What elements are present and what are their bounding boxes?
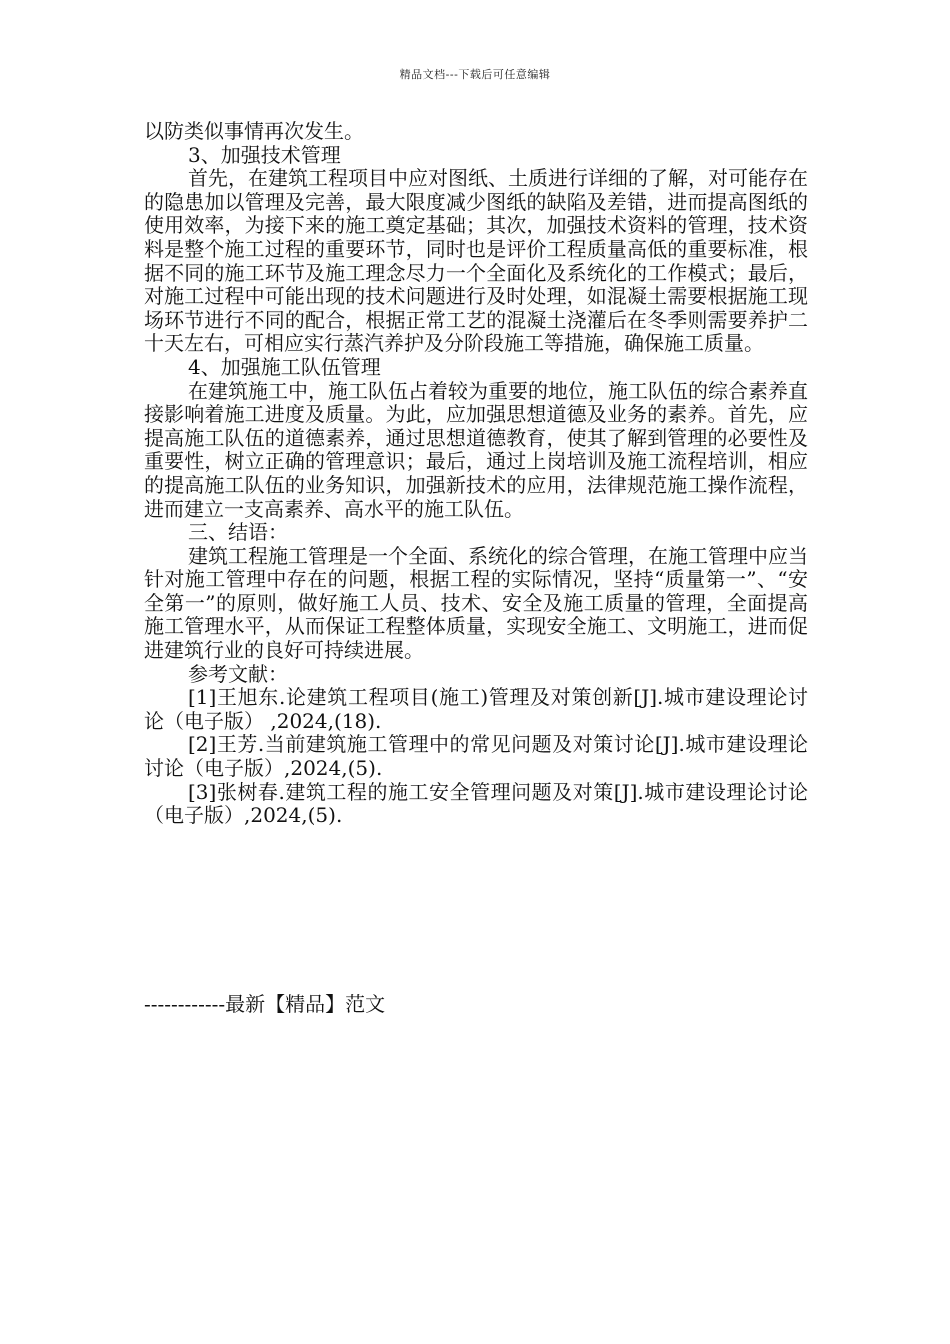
section-heading-conclusion: 三、结语： (188, 520, 288, 545)
section-heading-technical-management: 3、加强技术管理 (188, 142, 341, 167)
page-footer: ------------最新【精品】范文 (144, 992, 386, 1016)
reference-item-3: [3]张树春.建筑工程的施工安全管理问题及对策[J].城市建设理论讨论（电子版）,2024,(5). (144, 779, 808, 828)
references-heading: 参考文献： (188, 661, 288, 686)
paragraph-technical-management: 首先，在建筑工程项目中应对图纸、土质进行详细的了解，对可能存在的隐患加以管理及完善，最大限度减少图纸的缺陷及差错，进而提高图纸的使用效率，为接下来的施工奠定基础；其次，加强技术资料的管理，技术资料是整个施工过程的重要环节，同时也是评价工程质量高低的重要标准，根据不同的施工环节及施工理念尽力一个全面化及系统化的工作模式；最后，对施工过程中可能出现的技术问题进行及时处理，如混凝土需要根据施工现场环节进行不同的配合，根据正常工艺的混凝土浇灌后在冬季则需要养护二十天左右，可相应实行蒸汽养护及分阶段施工等措施，确保施工质量。 (144, 166, 808, 356)
paragraph-team-management: 在建筑施工中，施工队伍占着较为重要的地位，施工队伍的综合素养直接影响着施工进度及质量。为此，应加强思想道德及业务的素养。首先，应提高施工队伍的道德素养，通过思想道德教育，使其了解到管理的必要性及重要性，树立正确的管理意识；最后，通过上岗培训及施工流程培训，相应的提高施工队伍的业务知识，加强新技术的应用，法律规范施工操作流程，进而建立一支高素养、高水平的施工队伍。 (144, 378, 808, 521)
document-body (144, 120, 808, 828)
section-heading-team-management: 4、加强施工队伍管理 (188, 354, 381, 379)
reference-item-1: [1]王旭东.论建筑工程项目(施工)管理及对策创新[J].城市建设理论讨论（电子版） ,2024,(18). (144, 685, 808, 733)
page-header: 精品文档---下载后可任意编辑 (399, 68, 551, 81)
paragraph-conclusion: 建筑工程施工管理是一个全面、系统化的综合管理，在施工管理中应当针对施工管理中存在的问题，根据工程的实际情况，坚持“质量第一”、“安全第一”的原则，做好施工人员、技术、安全及施工质量的管理，全面提高施工管理水平，从而保证工程整体质量，实现安全施工、文明施工，进而促进建筑行业的良好可持续进展。 (144, 543, 808, 663)
paragraph-continuation: 以防类似事情再次发生。 (144, 119, 364, 143)
reference-item-2: [2]王芳.当前建筑施工管理中的常见问题及对策讨论[J].城市建设理论讨论（电子版）,2024,(5). (144, 732, 808, 781)
